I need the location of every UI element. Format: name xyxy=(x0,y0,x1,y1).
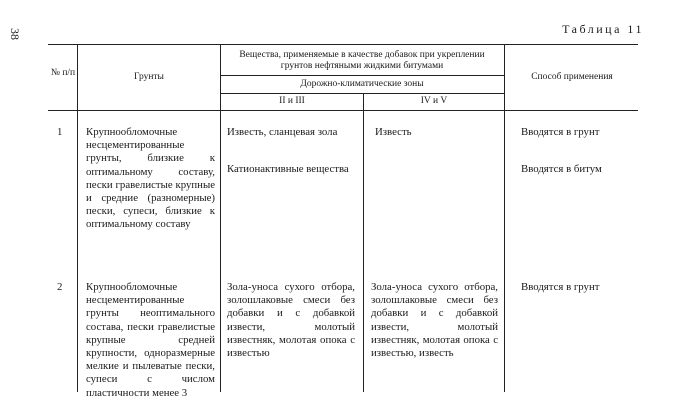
row2-zone-a-1: Зола-уноса сухого отбора, золошлаковые смеси без добавки и с добавкой извести, молотый известняк, молотая опока с известью xyxy=(227,281,355,360)
row1-zone-a-1: Известь, сланцевая зола xyxy=(227,126,338,138)
row1-num: 1 xyxy=(57,126,63,138)
header-soil: Грунты xyxy=(134,72,164,82)
col-divider-4 xyxy=(504,44,505,392)
row2-method-1: Вводятся в грунт xyxy=(521,281,600,293)
table-caption: Таблица 11 xyxy=(562,22,644,36)
row1-soil: Крупнообломочные несцементированные грунты, близкие к оптимальному составу, пески гравелистые крупные и средние (разномерные) пески, супеси, близкие к оптимальному составу xyxy=(86,126,215,231)
row1-zone-a-2: Катионактивные вещества xyxy=(227,163,349,175)
row1-method-2: Вводятся в битум xyxy=(521,163,602,175)
row1-zone-b-1: Известь xyxy=(375,126,412,138)
header-zones: Дорожно-климатические зоны xyxy=(300,79,424,89)
header-num: № п/п xyxy=(50,68,76,78)
zones-rule xyxy=(220,75,504,76)
header-substances: Вещества, применяемые в качестве добавок при укреплении грунтов нефтяными жидкими битумами xyxy=(239,50,485,71)
row1-method-1: Вводятся в грунт xyxy=(521,126,600,138)
table-top-rule xyxy=(48,44,638,45)
row2-zone-b-1: Зола-уноса сухого отбора, золошлаковые смеси без добавки и с добавкой извести, молотый известняк, молотая опока с известью, известь xyxy=(371,281,498,360)
header-zone-a: II и III xyxy=(279,96,305,106)
zone-subheader-rule xyxy=(220,93,504,94)
page-number: 38 xyxy=(8,28,22,40)
col-divider-2 xyxy=(220,44,221,392)
col-divider-3 xyxy=(363,93,364,392)
row2-num: 2 xyxy=(57,281,63,293)
header-zone-b: IV и V xyxy=(420,96,448,106)
header-method: Способ применения xyxy=(531,72,613,82)
col-divider-1 xyxy=(77,44,78,392)
row2-soil: Крупнообломочные несцементированные грунты неоптимального состава, пески гравелистые крупные средней крупности, одноразмерные мелкие и пылеватые пески, супеси с числом пластичности менее 3 xyxy=(86,281,215,399)
header-bottom-rule xyxy=(48,110,638,111)
